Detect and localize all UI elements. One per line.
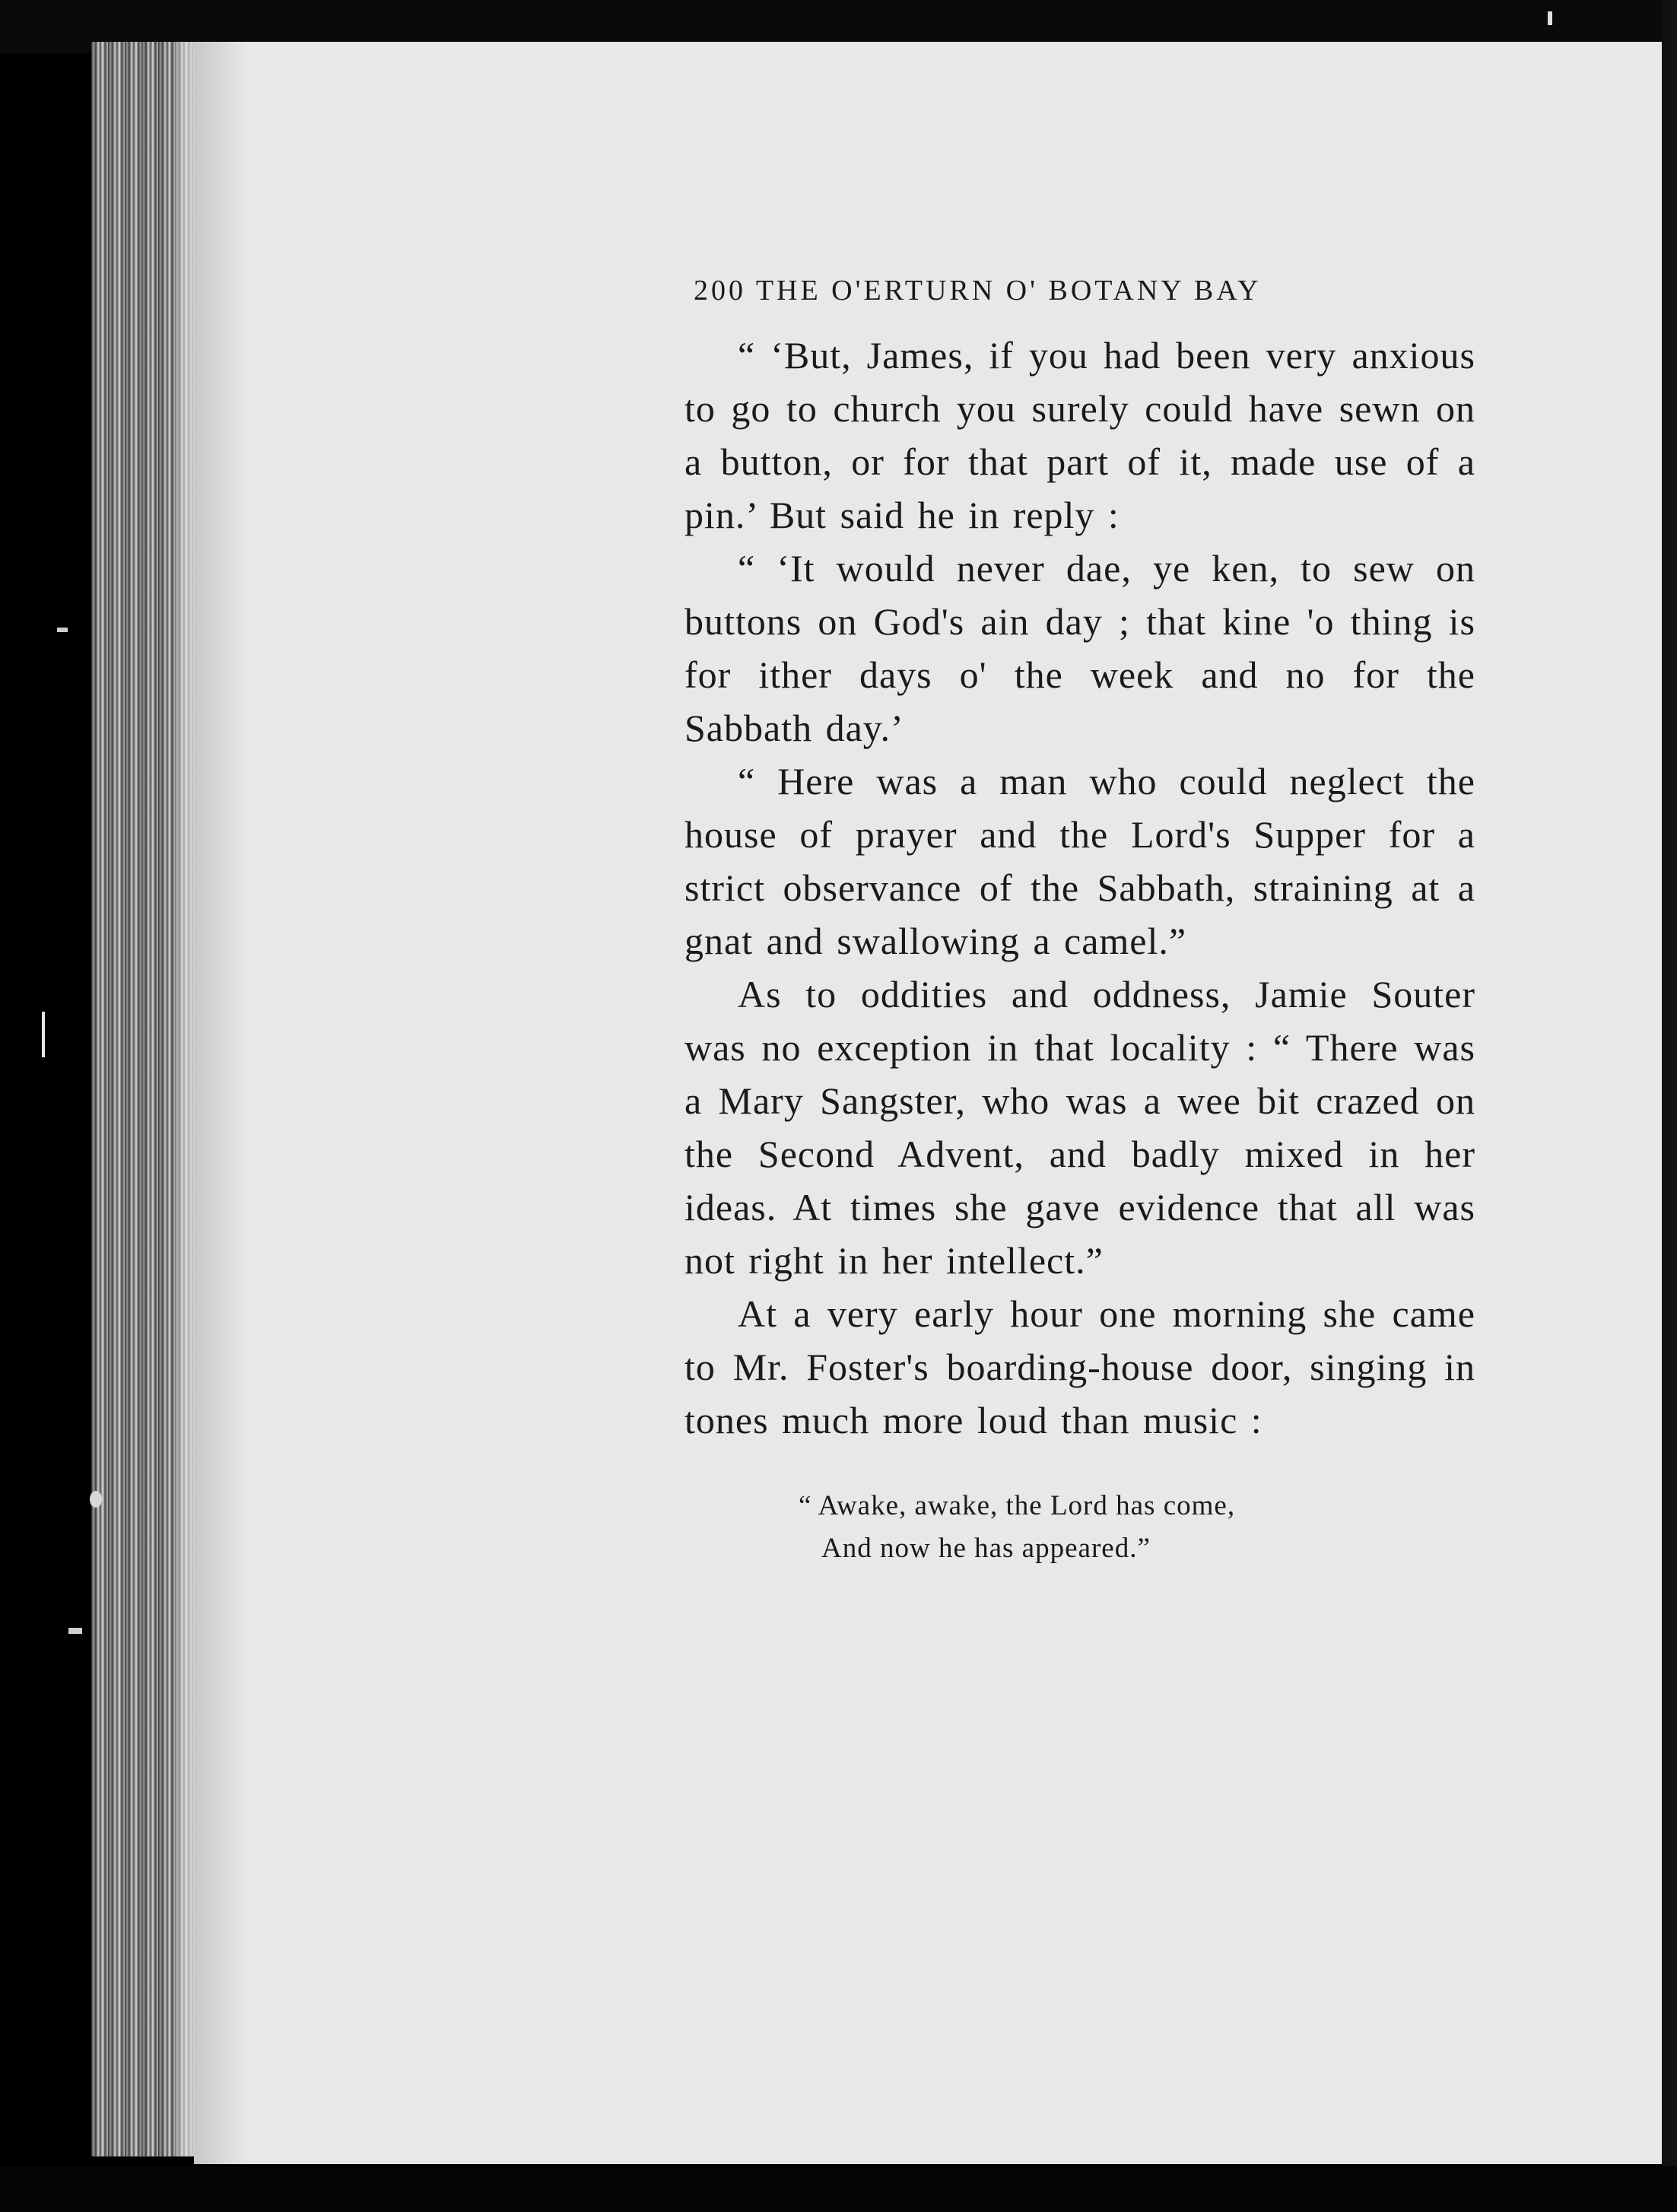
bottom-dark-edge (0, 2166, 1677, 2212)
right-dark-edge (1662, 0, 1677, 2212)
verse-quote (799, 1485, 1475, 1570)
page-text (684, 274, 1475, 1570)
paragraph: “ Here was a man who could neglect the house of prayer and the Lord's Supper for a strict observance of the Sabbath, straining at a gnat and swallowing a camel.” (684, 760, 1475, 962)
scan-speck (57, 628, 68, 632)
paragraph: “ ‘But, James, if you had been very anxious to go to church you surely could have sewn on a button, or for that part of it, made use of a pin.’ But said he in reply : (684, 334, 1475, 536)
scan-speck (90, 1491, 102, 1508)
scan-speck (1548, 11, 1552, 25)
scan-speck (68, 1628, 82, 1634)
paragraph: At a very early hour one morning she came to Mr. Foster's boarding-house door, singing in tones much more loud than music : (684, 1292, 1475, 1441)
scan-speck (42, 1012, 45, 1057)
verse-line: “ Awake, awake, the Lord has come, (799, 1490, 1236, 1521)
verse-line: And now he has appeared.” (821, 1533, 1151, 1564)
running-head: 200 THE O'ERTURN O' BOTANY BAY (694, 275, 1262, 307)
paragraph: “ ‘It would never dae, ye ken, to sew on buttons on God's ain day ; that kine 'o thing is for ither days o' the week and no for the Sabbath day.’ (684, 547, 1475, 749)
paragraph: As to oddities and oddness, Jamie Souter was no exception in that locality : “ There was a Mary Sangster, who was a wee bit crazed on the Second Advent, and badly mixed in her ideas. At times she gave evidence that all was not right in her intellect.” (684, 973, 1475, 1282)
book-page-edges (91, 42, 205, 2156)
